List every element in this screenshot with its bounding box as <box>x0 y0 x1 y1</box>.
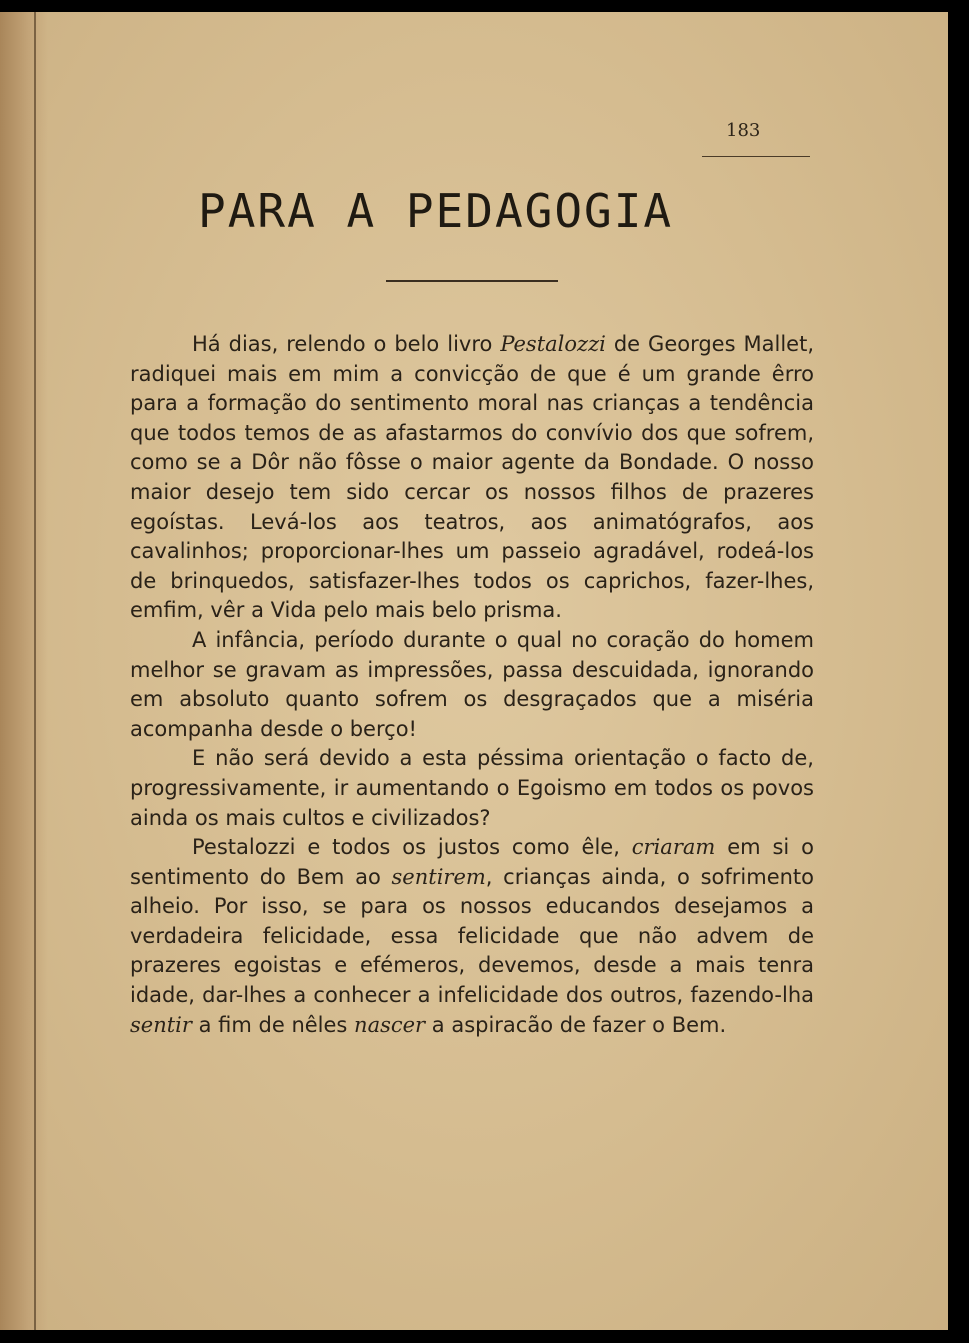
chapter-title: PARA A PEDAGOGIA <box>198 184 674 238</box>
page-binding-shadow <box>0 12 48 1330</box>
emphasis-criaram: criaram <box>631 835 716 860</box>
page-number: 183 <box>726 120 761 141</box>
paragraph-4-text-a: Pestalozzi e todos os justos como êle, <box>192 835 632 860</box>
paragraph-3: E não será devido a esta péssima orientação o facto de, progressivamente, ir aumentando o Egoismo em todos os povos ainda os mais cultos e civilizados? <box>130 746 814 830</box>
body-text <box>130 330 814 1040</box>
paragraph-1 <box>130 330 814 626</box>
emphasis-nascer: nascer <box>354 1012 426 1037</box>
book-page <box>0 12 948 1330</box>
paragraph-1-text-b: de Georges Mallet, radiquei mais em mim a convicção de que é um grande êrro para a formação do sentimento moral nas crianças a tendência que todos temos de as afastarmos do convívio dos que sofrem, como se a Dôr não fôsse o maior agente da Bondade. O nosso maior desejo tem sido cercar os nossos filhos de prazeres egoístas. Levá-los aos teatros, aos animatógrafos, aos cavalinhos; proporcionar-lhes um passeio agradável, rodeá-los de brinquedos, satisfazer-lhes todos os caprichos, fazer-lhes, emfim, vêr a Vida pelo mais belo prisma. <box>130 332 814 623</box>
book-title-emphasis: Pestalozzi <box>500 332 606 356</box>
paragraph-2: A infância, período durante o qual no coração do homem melhor se gravam as impressões, passa descuidada, ignorando em absoluto quanto sofrem os desgraçados que a miséria acompanha desde o berço! <box>130 627 814 741</box>
emphasis-sentirem: sentirem <box>391 864 486 889</box>
paragraph-4-text-d: a fim de nêles <box>191 1012 355 1037</box>
page-number-rule <box>702 156 810 157</box>
paragraph-4-text-b: em si o sentimento do Bem ao <box>130 835 814 889</box>
paragraph-4-text-c: , crianças ainda, o sofrimento alheio. Por isso, se para os nossos educandos desejamos a verdadeira felicidade, essa felicidade que não advem de prazeres egoistas e efémeros, devemos, desde a mais tenra idade, dar-lhes a conhecer a infelicidade dos outros, fazendo-lha <box>130 864 815 1008</box>
emphasis-sentir: sentir <box>130 1012 192 1037</box>
title-divider <box>386 280 558 282</box>
paragraph-4-text-e: a aspiracão de fazer o Bem. <box>425 1012 727 1037</box>
paragraph-4 <box>130 833 814 1040</box>
paragraph-1-text-a: Há dias, relendo o belo livro <box>192 332 501 356</box>
page-fold-line <box>34 12 36 1330</box>
